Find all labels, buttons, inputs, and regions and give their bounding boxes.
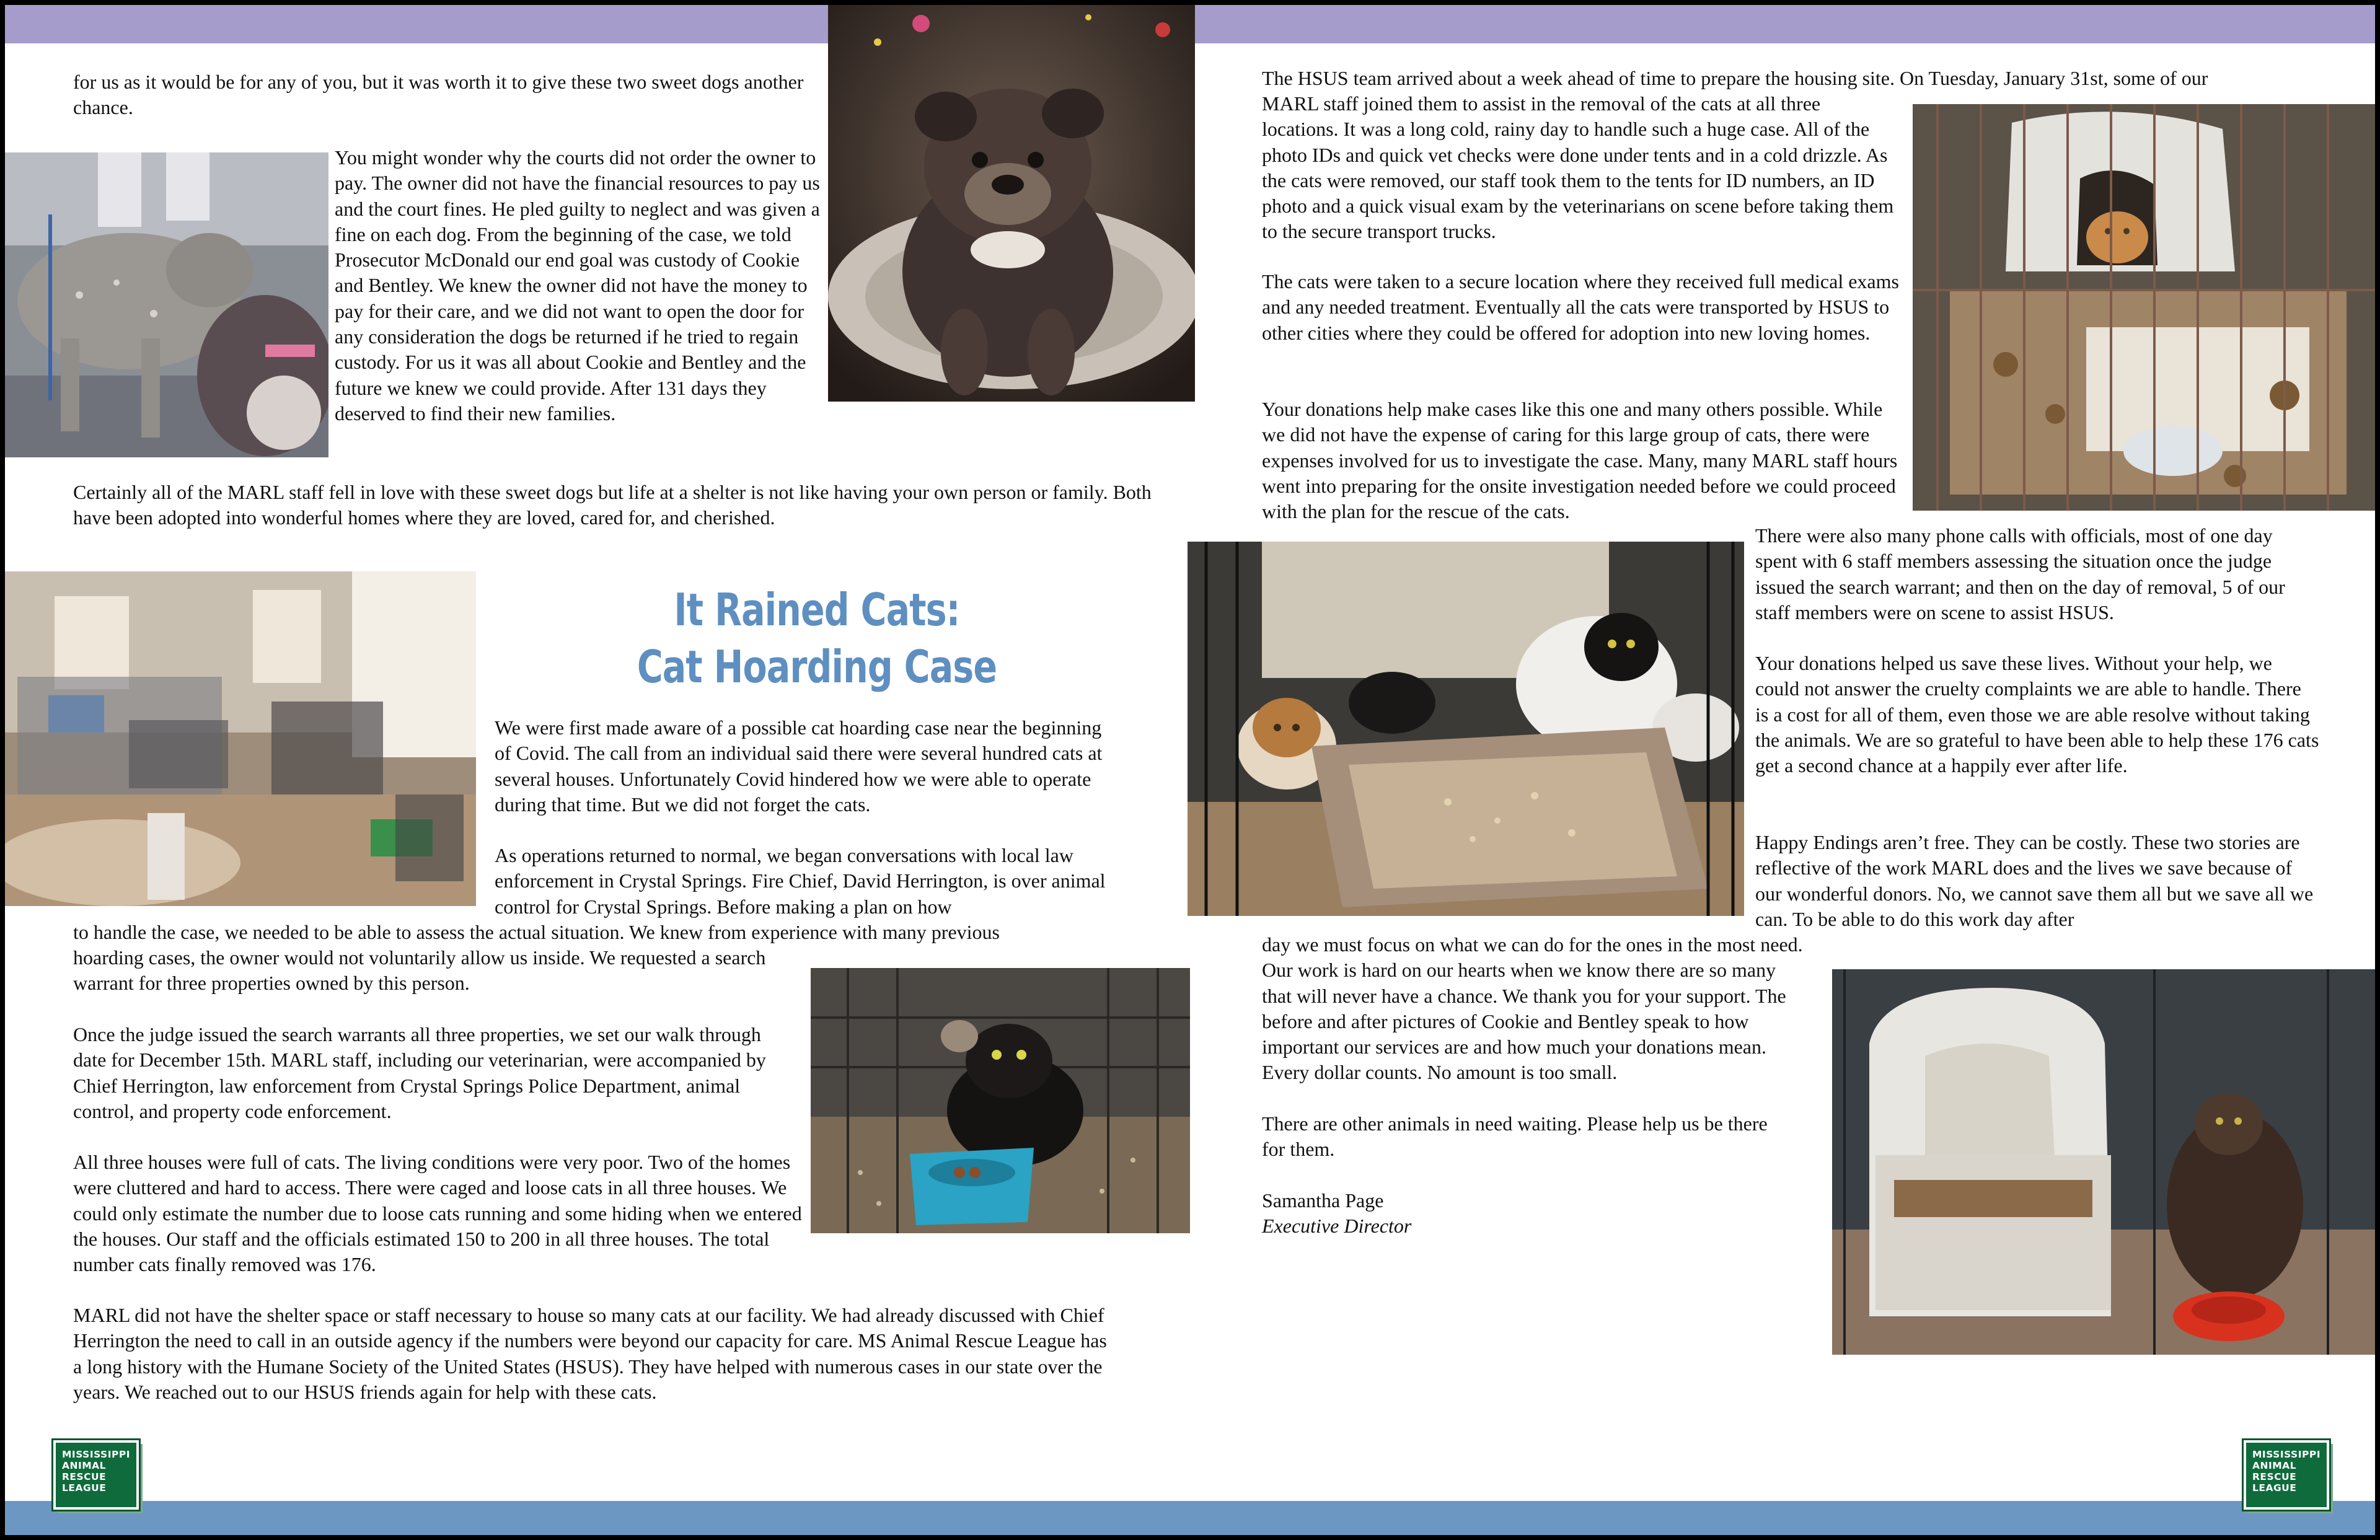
houses-paragraph: All three houses were full of cats. The living conditions were very poor. Two of the homes were cluttered and hard to access. There were caged and loose cats in all three houses. We could only estimate the number due to loose cats running and some hiding when we entered the houses. Our staff and the officials estimated 150 to 200 in all three houses. The total number cats finally removed was 176.: [73, 1151, 802, 1276]
article-title: [604, 581, 1029, 695]
hsus-paragraph-b: MARL staff joined them to assist in the removal of the cats at all three locations. It was a long cold, rainy day to handle such a huge case. All of the photo IDs and quick vet checks were done under tents and in a cold drizzle. As the cats were removed, our staff took them to the tents for ID numbers, an ID photo and a quick visual exam by the veterinarians on scene before taking them to the secure transport trucks.: [1262, 92, 1894, 243]
marl-logo-left: [53, 1440, 139, 1510]
signature-title: Executive Director: [1262, 1215, 1412, 1237]
signature-name: Samantha Page: [1262, 1189, 1384, 1212]
covid-paragraph: We were first made aware of a possible cat hoarding case near the beginning of Covid. The call from an individual said there were several hundred cats at several houses. Unfortunately Covid hindered how we were able to operate during that time. But we did not forget the cats.: [495, 716, 1103, 816]
article-title-line1: It Rained Cats:: [674, 584, 960, 636]
black-cat-feeding-photo: [811, 968, 1190, 1233]
endings-paragraph-b: day we must focus on what we can do for the ones in the most need. Our work is hard on our hearts when we know there are so many that will never have a chance. We thank you for your support. The before and after pictures of Cookie and Bentley speak to how important our services are and how much your donations mean. Every dollar counts. No amount is too small.: [1262, 933, 1803, 1084]
space-paragraph: MARL did not have the shelter space or staff necessary to house so many cats at our facility. We had already discussed with Chief Herrington the need to call in an outside agency if the numbers were beyond our capacity for care. MS Animal Rescue League has a long history with the Humane Society of the United States (HSUS). They have helped with numerous cases in our state over the years. We reached out to our HSUS friends again for help with these cats.: [73, 1304, 1107, 1403]
intro-paragraph: for us as it would be for any of you, but it was worth it to give these two sweet dogs another chance.: [73, 71, 804, 119]
court-paragraph: You might wonder why the courts did not order the owner to pay. The owner did not have the financial resources to pay us and the court fines. He pled guilty to neglect and was given a fine on each dog. From the beginning of the case, we told Prosecutor McDonald our end goal was custody of Cookie and Bentley. We knew the owner did not have the money to pay for their care, and we did not want to open the door for any consideration the dogs be returned if he tried to regain custody. For us it was all about Cookie and Bentley and the future we knew we could provide. After 131 days they deserved to find their new families.: [335, 146, 820, 425]
logo-line-2: ANIMAL: [2252, 1460, 2297, 1471]
logo-line-4: LEAGUE: [2252, 1482, 2297, 1494]
operations-paragraph-c: hoarding cases, the owner would not voluntarily allow us inside. We requested a search warrant for three properties owned by this person.: [73, 946, 766, 995]
logo-line-1: MISSISSIPPI: [2252, 1449, 2320, 1460]
hsus-paragraph-a: The HSUS team arrived about a week ahead of time to prepare the housing site. On Tuesday, January 31st, some of our: [1262, 67, 2208, 89]
article-title-line2: Cat Hoarding Case: [637, 641, 997, 693]
operations-paragraph-a: As operations returned to normal, we began conversations with local law enforcement in Crystal Springs. Fire Chief, David Herrington, is over animal control for Crystal Springs. Before making a plan on how: [495, 844, 1106, 918]
logo-line-4: LEAGUE: [62, 1482, 107, 1494]
saved-paragraph: Your donations helped us save these lives. Without your help, we could not answer the cruelty complaints we are able to handle. There is a cost for all of them, even those we are able resolve without taking the animals. We are so grateful to have been able to help these 176 cats get a second chance at a happily ever after life.: [1755, 652, 2319, 777]
adoption-paragraph: Certainly all of the MARL staff fell in love with these sweet dogs but life at a shelter is not like having your own person or family. Both have been adopted into wonderful homes where they are loved, cared for, and cherished.: [73, 481, 1152, 529]
cat-in-igloo-cage-photo: [1913, 104, 2375, 511]
hoarding-room-photo: [5, 571, 476, 906]
operations-paragraph-b: to handle the case, we needed to be able to assess the actual situation. We knew from experience with many previous: [73, 921, 1000, 943]
covered-litter-box-cat-photo: [1832, 969, 2375, 1355]
endings-paragraph-a: Happy Endings aren’t free. They can be costly. These two stories are reflective of the work MARL does and the lives we save because of our wonderful donors. No, we cannot save them all but we save all we can. To be able to do this work day after: [1755, 831, 2314, 930]
marl-logo-right: [2244, 1440, 2329, 1510]
logo-line-3: RESCUE: [62, 1471, 107, 1482]
donations-paragraph: Your donations help make cases like this one and many others possible. While we did not have the expense of caring for this large group of cats, there were expenses involved for us to investigate the case. Many, many MARL staff hours went into preparing for the onsite investigation needed before we could proceed with the plan for the rescue of the cats.: [1262, 398, 1898, 523]
waiting-paragraph: There are other animals in need waiting. Please help us be there for them.: [1262, 1112, 1768, 1161]
cats-litter-box-photo: [1188, 542, 1744, 916]
secure-paragraph: The cats were taken to a secure location where they received full medical exams and any needed treatment. Eventually all the cats were transported by HSUS to other cities where they could be offered for adoption into new loving homes.: [1262, 270, 1899, 344]
magazine-spread: [5, 5, 2375, 1535]
calls-paragraph: There were also many phone calls with officials, most of one day spent with 6 staff members assessing the situation once the judge issued the search warrant; and then on the day of removal, 5 of our staff members were on scene to assist HSUS.: [1755, 524, 2285, 623]
bottom-color-band: [5, 1501, 2375, 1535]
warrant-paragraph: Once the judge issued the search warrants all three properties, we set our walk through date for December 15th. MARL staff, including our veterinarian, were accompanied by Chief Herrington, law enforcement from Crystal Springs Police Department, animal control, and property code enforcement.: [73, 1023, 766, 1122]
logo-line-3: RESCUE: [2252, 1471, 2297, 1482]
logo-line-1: MISSISSIPPI: [62, 1449, 130, 1460]
two-dogs-photo: [5, 152, 328, 457]
dog-portrait-photo: [828, 5, 1195, 402]
logo-line-2: ANIMAL: [62, 1460, 107, 1471]
